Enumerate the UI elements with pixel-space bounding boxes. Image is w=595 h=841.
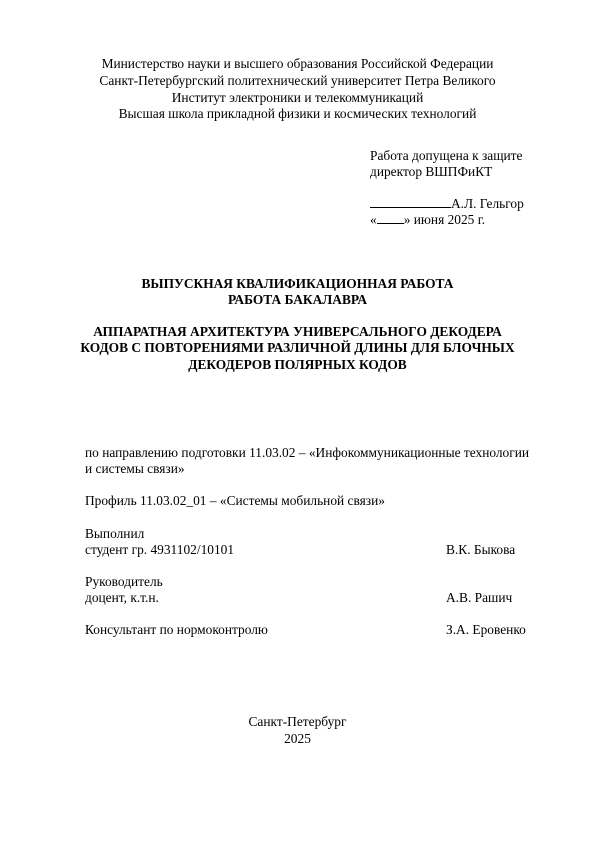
- approval-signature-line: [370, 195, 524, 212]
- profile-line: Профиль 11.03.02_01 – «Системы мобильной связи»: [85, 493, 385, 508]
- author-label-2: студент гр. 4931102/10101: [85, 542, 235, 557]
- work-type-line-1: ВЫПУСКНАЯ КВАЛИФИКАЦИОННАЯ РАБОТА: [141, 276, 454, 291]
- direction-line-1: по направлению подготовки 11.03.02 – «Инфокоммуникационные технологии: [85, 445, 530, 460]
- topic-line-3: ДЕКОДЕРОВ ПОЛЯРНЫХ КОДОВ: [188, 357, 407, 372]
- supervisor-label-2: доцент, к.т.н.: [85, 590, 159, 605]
- institute-line: Институт электроники и телекоммуникаций: [171, 90, 424, 105]
- author-label-1: Выполнил: [85, 526, 145, 541]
- footer-year: 2025: [284, 731, 311, 746]
- supervisor-label-1: Руководитель: [85, 574, 163, 589]
- approval-signer: А.Л. Гельгор: [451, 196, 524, 211]
- work-type-line-2: РАБОТА БАКАЛАВРА: [227, 292, 368, 307]
- ministry-line: Министерство науки и высшего образования Российской Федерации: [101, 56, 494, 71]
- direction-line-2: и системы связи»: [85, 461, 185, 476]
- supervisor-name: А.В. Рашич: [446, 590, 513, 605]
- approval-line-1: Работа допущена к защите: [370, 148, 523, 163]
- date-rest: » июня 2025 г.: [403, 212, 486, 227]
- footer-city: Санкт-Петербург: [248, 714, 347, 729]
- approval-line-2: директор ВШПФиКТ: [370, 164, 493, 179]
- consultant-name: З.А. Еровенко: [446, 622, 526, 637]
- topic-line-1: АППАРАТНАЯ АРХИТЕКТУРА УНИВЕРСАЛЬНОГО ДЕКОДЕРА: [93, 324, 502, 339]
- day-blank: [377, 211, 404, 224]
- signature-blank: [370, 195, 451, 208]
- topic-line-2: КОДОВ С ПОВТОРЕНИЯМИ РАЗЛИЧНОЙ ДЛИНЫ ДЛЯ БЛОЧНЫХ: [80, 340, 515, 355]
- approval-date-line: [370, 211, 485, 228]
- date-open-quote: «: [370, 212, 377, 227]
- school-line: Высшая школа прикладной физики и космических технологий: [118, 106, 477, 121]
- author-name: В.К. Быкова: [446, 542, 516, 557]
- consultant-label: Консультант по нормоконтролю: [85, 622, 268, 637]
- university-line: Санкт-Петербургский политехнический университет Петра Великого: [99, 73, 496, 88]
